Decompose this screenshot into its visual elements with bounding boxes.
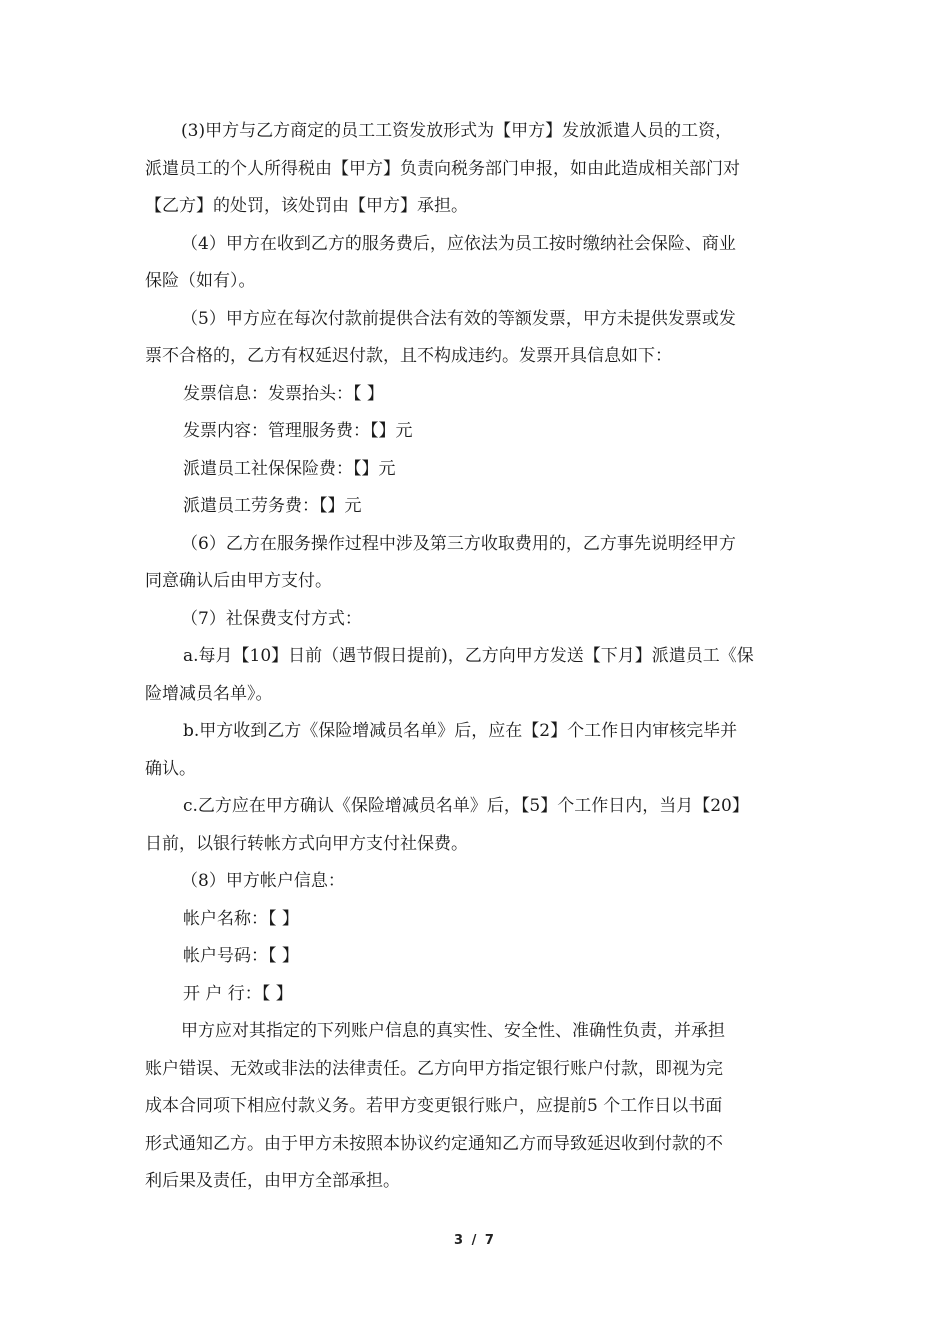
text-line: 票不合格的，乙方有权延迟付款，且不构成违约。发票开具信息如下： xyxy=(145,346,672,366)
text-line: （4）甲方在收到乙方的服务费后，应依法为员工按时缴纳社会保险、商业 xyxy=(181,233,736,254)
text-line: 保险（如有）。 xyxy=(145,271,256,291)
text-line: 帐户号码：【 】 xyxy=(183,946,299,966)
text-line: b.甲方收到乙方《保险增减员名单》后，应在【2】个工作日内审核完毕并 xyxy=(183,721,738,741)
text-line: 利后果及责任，由甲方全部承担。 xyxy=(145,1171,400,1191)
text-line: （8）甲方帐户信息： xyxy=(181,871,345,891)
document-body xyxy=(145,113,810,1201)
page-number: 3 / 7 xyxy=(454,1233,496,1248)
text-line: 发票内容：管理服务费：【】元 xyxy=(183,421,413,441)
text-line: 派遣员工劳务费：【】元 xyxy=(183,496,362,516)
text-line: 发票信息：发票抬头：【 】 xyxy=(183,383,384,404)
text-line: 日前，以银行转帐方式向甲方支付社保费。 xyxy=(145,833,468,854)
text-line: 派遣员工社保保险费：【】元 xyxy=(183,458,396,479)
text-line: 开 户 行：【 】 xyxy=(183,983,293,1004)
text-line: 账户错误、无效或非法的法律责任。乙方向甲方指定银行账户付款，即视为完 xyxy=(145,1058,723,1079)
text-line: 成本合同项下相应付款义务。若甲方变更银行账户，应提前5 个工作日以书面 xyxy=(145,1096,723,1116)
text-line: c.乙方应在甲方确认《保险增减员名单》后，【5】个工作日内，当月【20】 xyxy=(183,796,749,816)
text-line: 确认。 xyxy=(145,758,196,779)
text-line: a.每月【10】日前（遇节假日提前)，乙方向甲方发送【下月】派遣员工《保 xyxy=(183,646,754,666)
text-line: 同意确认后由甲方支付。 xyxy=(145,571,332,591)
text-line: (3)甲方与乙方商定的员工工资发放形式为【甲方】发放派遣人员的工资， xyxy=(181,121,733,141)
text-line: （5）甲方应在每次付款前提供合法有效的等额发票，甲方未提供发票或发 xyxy=(181,308,736,329)
text-line: 【乙方】的处罚，该处罚由【甲方】承担。 xyxy=(145,196,468,216)
text-line: 帐户名称：【 】 xyxy=(183,908,299,929)
text-line: 险增减员名单》。 xyxy=(145,683,273,704)
text-line: 形式通知乙方。由于甲方未按照本协议约定通知乙方而导致延迟收到付款的不 xyxy=(145,1133,723,1154)
text-line: 派遣员工的个人所得税由【甲方】负责向税务部门申报，如由此造成相关部门对 xyxy=(145,158,740,179)
text-line: （6）乙方在服务操作过程中涉及第三方收取费用的，乙方事先说明经甲方 xyxy=(181,533,736,554)
text-line: 甲方应对其指定的下列账户信息的真实性、安全性、准确性负责，并承担 xyxy=(181,1021,725,1041)
text-line: （7）社保费支付方式： xyxy=(181,608,362,629)
